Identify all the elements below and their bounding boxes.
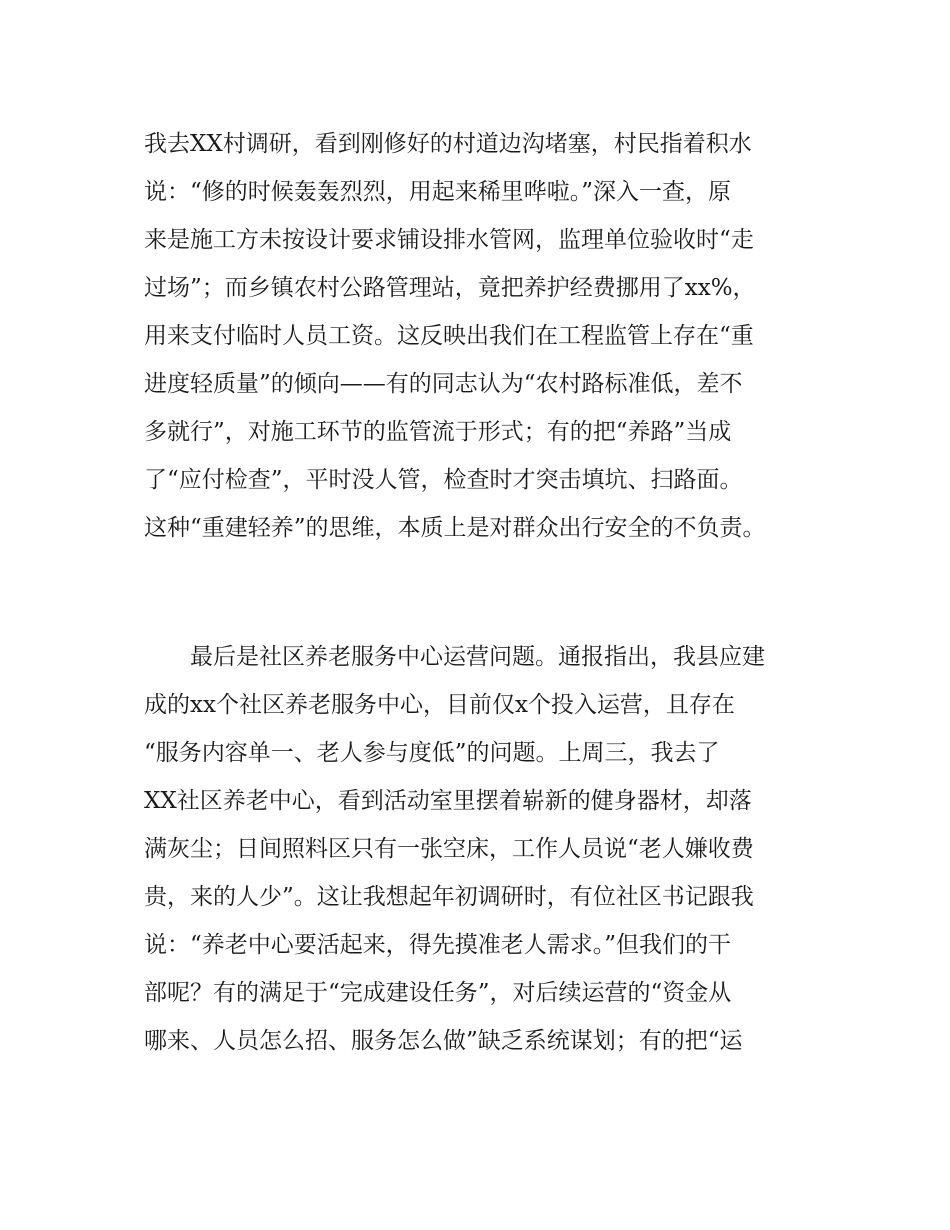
text-line: 说：“修的时候轰轰烈烈，用起来稀里哗啦。”深入一查，原 [144, 179, 732, 205]
text-line: 部呢？有的满足于“完成建设任务”，对后续运营的“资金从 [144, 980, 732, 1006]
text-line: 贵，来的人少”。这让我想起年初调研时，有位社区书记跟我 [144, 884, 754, 910]
text-line: XX社区养老中心，看到活动室里摆着崭新的健身器材，却落 [144, 788, 752, 814]
text-line: 成的xx个社区养老服务中心，目前仅x个投入运营，且存在 [144, 692, 735, 718]
text-line: 用来支付临时人员工资。这反映出我们在工程监管上存在“重 [144, 323, 754, 349]
text-line: 哪来、人员怎么招、服务怎么做”缺乏系统谋划；有的把“运 [144, 1028, 743, 1054]
text-line: 过场”；而乡镇农村公路管理站，竟把养护经费挪用了xx%， [144, 275, 756, 301]
text-line: 我去XX村调研，看到刚修好的村道边沟堵塞，村民指着积水 [144, 131, 752, 157]
text-line: 这种“重建轻养”的思维，本质上是对群众出行安全的不负责。 [144, 515, 766, 541]
text-line: 进度轻质量”的倾向——有的同志认为“农村路标准低，差不 [144, 371, 743, 397]
text-line: 了“应付检查”，平时没人管，检查时才突击填坑、扫路面。 [144, 467, 743, 493]
text-line: 最后是社区养老服务中心运营问题。通报指出，我县应建 [190, 644, 765, 670]
text-line: 满灰尘；日间照料区只有一张空床，工作人员说“老人嫌收费 [144, 836, 754, 862]
text-line: 说：“养老中心要活起来，得先摸准老人需求。”但我们的干 [144, 932, 732, 958]
text-line: “服务内容单一、老人参与度低”的问题。上周三，我去了 [144, 740, 720, 766]
text-line: 来是施工方未按设计要求铺设排水管网，监理单位验收时“走 [144, 227, 754, 253]
text-line: 多就行”，对施工环节的监管流于形式；有的把“养路”当成 [144, 419, 732, 445]
